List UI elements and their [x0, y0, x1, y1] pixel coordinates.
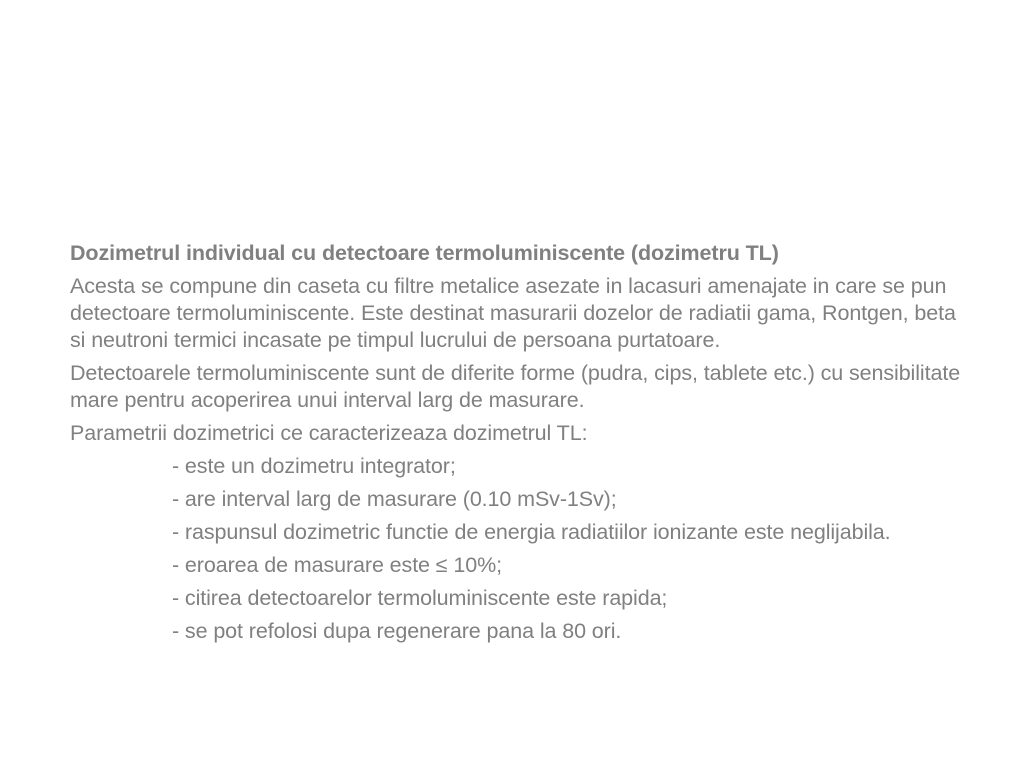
list-item — [70, 453, 970, 480]
list-item-text: - raspunsul dozimetric functie de energia radiatiilor ionizante este neglijabila. — [172, 520, 891, 544]
slide-title: Dozimetrul individual cu detectoare termoluminiscente (dozimetru TL) — [70, 241, 779, 265]
list-item — [70, 519, 970, 546]
list-item — [70, 585, 970, 612]
list-item — [70, 552, 970, 579]
paragraph-detector-forms: Detectoarele termoluminiscente sunt de diferite forme (pudra, cips, tablete etc.) cu sensibilitate mare pentru acoperirea unui interval larg de masurare. — [70, 361, 961, 412]
paragraph-parameters-intro: Parametrii dozimetrici ce caracterizeaza dozimetrul TL: — [70, 421, 588, 445]
slide-body — [70, 240, 970, 651]
list-item — [70, 618, 970, 645]
list-item-text: - se pot refolosi dupa regenerare pana la 80 ori. — [172, 619, 622, 643]
list-item-text: - citirea detectoarelor termoluminiscente este rapida; — [172, 586, 668, 610]
list-item — [70, 486, 970, 513]
list-item-text: - eroarea de masurare este ≤ 10%; — [172, 553, 502, 577]
list-item-text: - are interval larg de masurare (0.10 mSv-1Sv); — [172, 487, 617, 511]
list-item-text: - este un dozimetru integrator; — [172, 454, 456, 478]
paragraph-description: Acesta se compune din caseta cu filtre metalice asezate in lacasuri amenajate in care se pun detectoare termoluminiscente. Este destinat masurarii dozelor de radiatii gama, Rontgen, beta si neutroni termici incasate pe timpul lucrului de persoana purtatoare. — [70, 274, 956, 352]
